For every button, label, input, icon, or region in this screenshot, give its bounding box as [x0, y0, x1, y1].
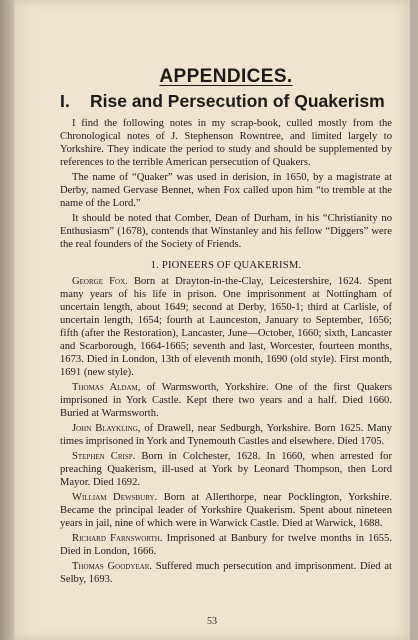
entry-name: John Blaykling, — [72, 423, 141, 434]
entry-text: of Drawell, near Sedburgh, Yorkshire. Born 1625. Many times imprisoned in York and Tynemouth Castles and elsewhere. Died 1705. — [60, 423, 392, 447]
entry-text: Suffered much persecution and imprisonment. Died at Selby, 1693. — [60, 561, 393, 585]
section-number: I. — [60, 91, 70, 111]
entry-george-fox — [60, 275, 392, 379]
section-title: Rise and Persecution of Quakerism — [90, 91, 385, 111]
entry-name: Stephen Crisp. — [72, 451, 136, 462]
book-page — [14, 0, 410, 640]
entry-richard-farnsworth — [60, 532, 392, 558]
quaker-name-paragraph: The name of “Quaker” was used in derision, in 1650, by a magistrate at Derby, named Gervase Bennet, when Fox called upon him “to tremble at the name of the Lord.” — [60, 172, 392, 209]
entry-text: Born at Drayton-in-the-Clay, Leicestershire, 1624. Spent many years of his life in prison. One imprisonment at Nottingham of uncertain length, about 1649; second at Derby, 1650-1; third at Carlisle, of uncertain length, 1654; fourth at Launceston, January to September, 1656; fifth (after the Restoration), Lancaster, June—October, 1660; sixth, Lancaster and Scarborough, 1664-1665; seventh and last, Worcester, fourteen months, 1673. Died in London, 13th of eleventh month, 1690 (old style). First month, 1691 (new style). — [60, 276, 392, 378]
subsection-heading: 1. PIONEERS OF QUAKERISM. — [150, 260, 302, 271]
entry-name: Thomas Aldam, — [72, 382, 141, 393]
entry-text: Imprisoned at Banbury for twelve months in 1655. Died in London, 1666. — [60, 533, 392, 557]
entry-name: George Fox. — [72, 276, 128, 287]
entry-thomas-goodyear — [60, 560, 392, 586]
entry-name: Richard Farnsworth. — [72, 533, 163, 544]
entry-text: of Warmsworth, Yorkshire. One of the first Quakers imprisoned in York Castle. Kept there two years and a half. Died 1660. Buried at Warmsworth. — [60, 382, 393, 419]
page-title: APPENDICES. — [159, 66, 293, 87]
entry-william-dewsbury — [60, 491, 392, 530]
entry-stephen-crisp — [60, 450, 392, 489]
entry-john-blaykling — [60, 422, 392, 448]
entry-text: Born at Allerthorpe, near Pocklington, Yorkshire. Became the principal leader of Yorkshire Quakerism. Spent about nineteen years in jail, nine of which were in Warwick Castle. Died at Warwick, 1688. — [60, 492, 392, 529]
entry-text: Born in Colchester, 1628. In 1660, when arrested for preaching Quakerism, ill-used at York by Leonard Thompson, then Lord Mayor. Died 1692. — [60, 451, 393, 488]
entry-thomas-aldam — [60, 381, 392, 420]
section-heading — [60, 91, 392, 111]
comber-paragraph: It should be noted that Comber, Dean of Durham, in his “Christianity no Enthusiasm” (1678), contends that Winstanley and his fellow “Diggers” were the real founders of the Society of Friends. — [60, 213, 392, 250]
entry-name: Thomas Goodyear. — [72, 561, 153, 572]
intro-paragraph: I find the following notes in my scrap-book, culled mostly from the Chronological notes of J. Stephenson Rowntree, and limited largely to Yorkshire. They indicate the period to study and should be supplemented by references to the terrible American persecution of Quakers. — [60, 118, 392, 168]
book-spine-shadow — [0, 0, 14, 640]
entry-name: William Dewsbury. — [72, 492, 158, 503]
page-content — [60, 66, 393, 588]
page-number: 53 — [207, 616, 217, 627]
